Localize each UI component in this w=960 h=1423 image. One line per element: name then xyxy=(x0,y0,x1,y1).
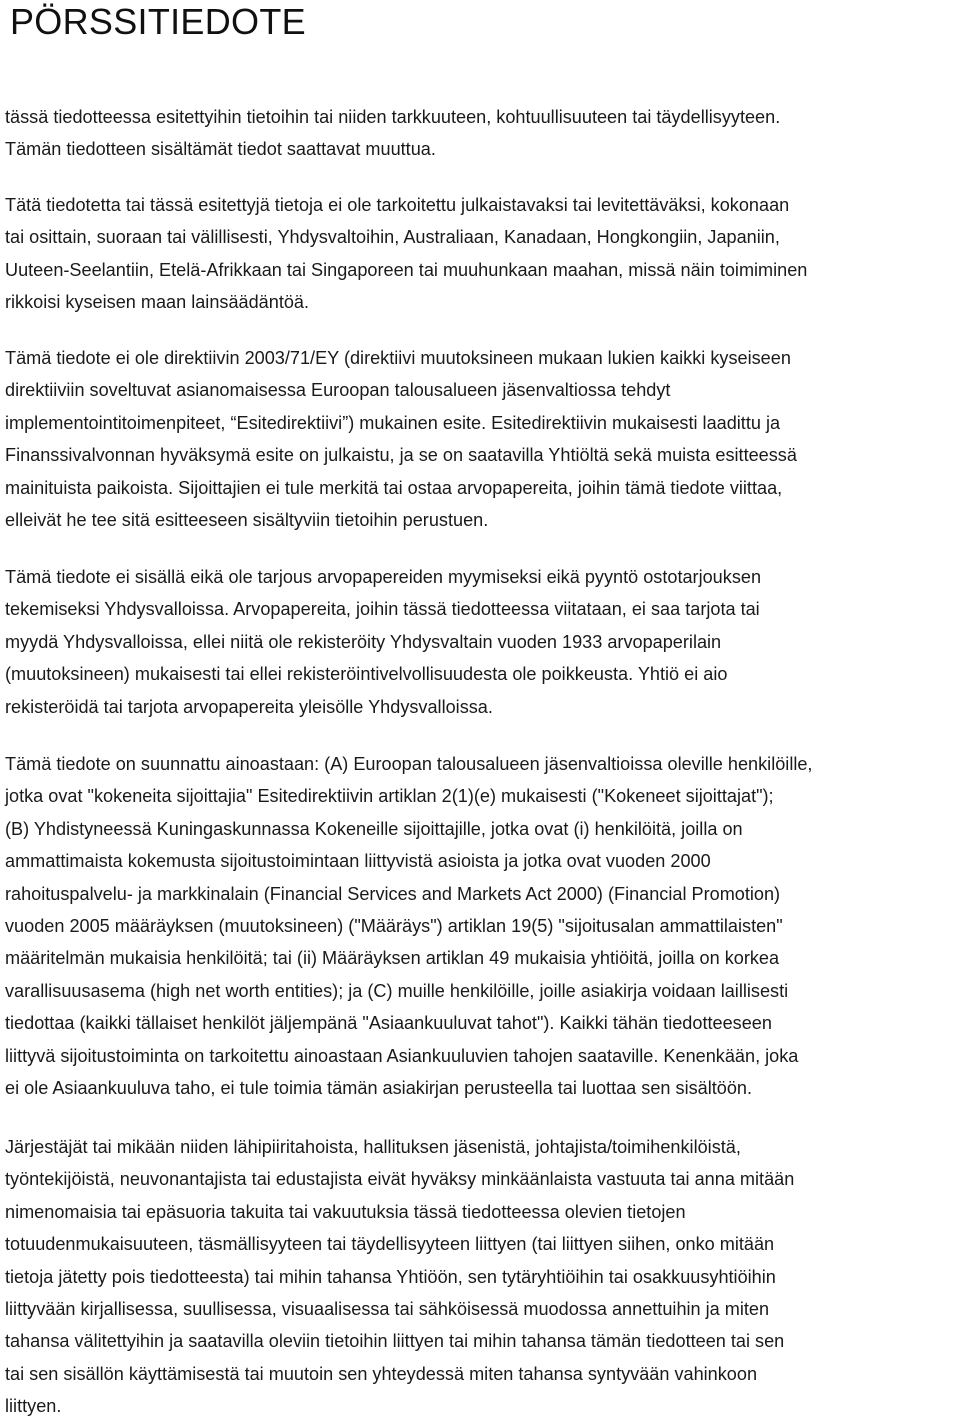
text-line: tiedottaa (kaikki tällaiset henkilöt jäljempänä "Asiaankuuluvat tahot"). Kaikki tähän tiedotteeseen xyxy=(5,1013,772,1034)
text-line: tekemiseksi Yhdysvalloissa. Arvopapereita, joihin tässä tiedotteessa viitataan, ei saa tarjota tai xyxy=(5,599,760,620)
text-line: Tämä tiedote on suunnattu ainoastaan: (A) Euroopan talousalueen jäsenvaltioissa oleville henkilöille, xyxy=(5,754,813,774)
text-line: rikkoisi kyseisen maan lainsäädäntöä. xyxy=(5,292,310,313)
text-line: varallisuusasema (high net worth entities); ja (C) muille henkilöille, joille asiakirja voidaan laillisesti xyxy=(5,980,789,1001)
document-title: PÖRSSITIEDOTE xyxy=(10,1,306,42)
text-line: liittyen. xyxy=(5,1396,62,1417)
text-line: tässä tiedotteessa esitettyihin tietoihin tai niiden tarkkuuteen, kohtuullisuuteen tai täydellisyyteen. xyxy=(5,107,781,127)
text-line: määritelmän mukaisia henkilöitä; tai (ii) Määräyksen artiklan 49 mukaisia yhtiöitä, joilla on korkea xyxy=(5,948,780,969)
paragraph-distribution-restriction xyxy=(5,189,960,319)
paragraph-liability-disclaimer xyxy=(5,1131,960,1423)
text-line: myydä Yhdysvalloissa, ellei niitä ole rekisteröity Yhdysvaltain vuoden 1933 arvopaperilain xyxy=(5,631,722,652)
text-line: Tämä tiedote ei ole direktiivin 2003/71/EY (direktiivi muutoksineen mukaan lukien kaikki kyseiseen xyxy=(5,348,791,368)
text-line: (B) Yhdistyneessä Kuningaskunnassa Kokeneille sijoittajille, jotka ovat (i) henkilöitä, joilla on xyxy=(5,818,743,839)
paragraph-prospectus-directive xyxy=(5,342,960,536)
text-line: rekisteröidä tai tarjota arvopapereita yleisölle Yhdysvalloissa. xyxy=(5,696,493,717)
text-line: liittyvään kirjallisessa, suullisessa, visuaalisessa tai sähköisessä muodossa annettuihin ja miten xyxy=(5,1299,770,1320)
text-line: ammattimaista kokemusta sijoitustoimintaan liittyvistä asioista ja jotka ovat vuoden 2000 xyxy=(5,851,711,872)
text-line: vuoden 2005 määräyksen (muutoksineen) ("Määräys") artiklan 19(5) "sijoitusalan ammattilaisten" xyxy=(5,916,783,937)
text-line: direktiiviin soveltuvat asianomaisessa Euroopan talousalueen jäsenvaltiossa tehdyt xyxy=(5,380,671,401)
text-line: ei ole Asiaankuuluva taho, ei tule toimia tämän asiakirjan perusteella tai luottaa sen sisältöön. xyxy=(5,1078,753,1099)
text-line: jotka ovat "kokeneita sijoittajia" Esitedirektiivin artiklan 2(1)(e) mukaisesti ("Kokeneet sijoittajat"); xyxy=(5,786,774,807)
paragraph-disclaimer-accuracy xyxy=(5,101,960,166)
text-line: Uuteen-Seelantiin, Etelä-Afrikkaan tai Singaporeen tai muuhunkaan maahan, missä näin toimiminen xyxy=(5,259,808,280)
text-line: (muutoksineen) mukaisesti tai ellei rekisteröintivelvollisuudesta ole poikkeusta. Yhtiö ei aio xyxy=(5,664,728,685)
text-line: Tämä tiedote ei sisällä eikä ole tarjous arvopapereiden myymiseksi eikä pyyntö ostotarjouksen xyxy=(5,567,762,587)
text-line: rahoituspalvelu- ja markkinalain (Financial Services and Markets Act 2000) (Financial Promotion) xyxy=(5,883,781,904)
paragraph-target-audience xyxy=(5,748,960,1104)
text-line: Tämän tiedotteen sisältämät tiedot saattavat muuttua. xyxy=(5,139,436,160)
text-line: implementointitoimenpiteet, “Esitedirektiivi”) mukainen esite. Esitedirektiivin mukaisesti laadittu ja xyxy=(5,412,781,433)
text-line: liittyvä sijoitustoiminta on tarkoitettu ainoastaan Asiankuuluvien tahojen saataville. Kenenkään, joka xyxy=(5,1045,799,1066)
text-line: tietoja jätetty pois tiedotteesta) tai mihin tahansa Yhtiöön, sen tytäryhtiöihin tai osakkuusyhtiöihin xyxy=(5,1266,776,1287)
text-line: tai sen sisällön käyttämisestä tai muutoin sen yhteydessä miten tahansa syntyvään vahinkoon xyxy=(5,1363,758,1384)
text-line: Finanssivalvonnan hyväksymä esite on julkaistu, ja se on saatavilla Yhtiöltä sekä muista esitteessä xyxy=(5,445,797,466)
text-line: tahansa välitettyihin ja saatavilla oleviin tietoihin liittyen tai mihin tahansa tämän tiedotteen tai sen xyxy=(5,1331,785,1352)
text-line: Tätä tiedotetta tai tässä esitettyjä tietoja ei ole tarkoitettu julkaistavaksi tai levitettäväksi, kokonaan xyxy=(5,195,790,215)
text-line: totuudenmukaisuuteen, täsmällisyyteen tai täydellisyyteen liittyen (tai liittyen siihen, onko mitään xyxy=(5,1234,775,1255)
text-line: elleivät he tee sitä esitteeseen sisältyviin tietoihin perustuen. xyxy=(5,510,489,531)
text-line: tai osittain, suoraan tai välillisesti, Yhdysvaltoihin, Australiaan, Kanadaan, Hongkongiin, Japaniin, xyxy=(5,227,780,248)
text-line: Järjestäjät tai mikään niiden lähipiiritahoista, hallituksen jäsenistä, johtajista/toimihenkilöistä, xyxy=(5,1137,741,1157)
text-line: nimenomaisia tai epäsuoria takuita tai vakuutuksia tässä tiedotteessa olevien tietojen xyxy=(5,1201,686,1222)
text-line: työntekijöistä, neuvonantajista tai edustajista eivät hyväksy minkäänlaista vastuuta tai anna mitään xyxy=(5,1169,795,1190)
text-line: mainituista paikoista. Sijoittajien ei tule merkitä tai ostaa arvopapereita, joihin tämä tiedote viittaa, xyxy=(5,477,783,498)
paragraph-us-offer-restriction xyxy=(5,561,960,723)
